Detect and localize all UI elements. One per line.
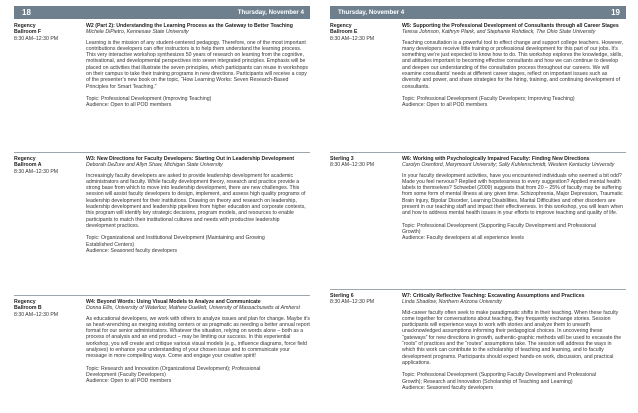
section-divider: [14, 295, 310, 296]
session-time: 8:30 AM–12:30 PM: [330, 162, 375, 169]
page-number: 19: [611, 8, 620, 17]
session-meta: [14, 23, 86, 109]
session-room: Sterling 3: [330, 156, 354, 162]
session-topic-line2: Growth); Research and Innovation (Scholarship of Teaching and Learning): [402, 378, 573, 385]
session-room-line2: Ballroom A: [14, 162, 42, 169]
session-time: 8:30 AM–12:30 PM: [330, 35, 375, 42]
session-title: W2 (Part 2): Understanding the Learning Process as the Gateway to Better Teaching: [86, 23, 293, 29]
session-audience: Audience: Open to all POD members: [86, 102, 172, 109]
session-room-line2: Ballroom F: [14, 29, 42, 36]
session-topic-line2: Established Centers): [86, 241, 135, 248]
session-topic-line2: Development (Faculty Developers): [86, 371, 166, 378]
right-page: [330, 6, 626, 408]
session-description: Teaching consultation is a powerful tool to effect change and support college teachers. However, many developers receive little training or professional development for this part of our jobs. It’s something we’re just expected to know how to do. This workshop explores the knowledge, skills, and attitudes important to becoming effective consultants and how we can continue to develop and deepen our understanding of the consultation process throughout our careers. We will examine consultants’ needs at different career stages, reflect on important issues such as diversity and power, and share strategies for the hiring, training, and continuing development of consultants.: [402, 39, 624, 90]
session-body: [86, 156, 310, 254]
page-day: Thursday, November 4: [338, 9, 405, 16]
session-topic-line1: Topic: Professional Development (Supporting Faculty Development and Professional: [402, 222, 597, 229]
session-audience: Audience: Faculty developers at all experience levels: [402, 235, 524, 242]
page-header: [330, 6, 626, 19]
session-w4: [14, 299, 310, 385]
session-topic-line1: Topic: Professional Development (Supporting Faculty Development and Professional: [402, 372, 597, 379]
session-meta: [330, 293, 402, 391]
session-body: [86, 299, 310, 385]
session-presenters: Teresa Johnson, Kathryn Plank, and Stephanie Rohdieck, The Ohio State University: [402, 29, 596, 36]
session-body: [402, 23, 626, 109]
session-room: Regency: [14, 156, 36, 162]
session-audience: Audience: Seasoned faculty developers: [402, 384, 494, 391]
session-time: 8:30 AM–12:30 PM: [330, 299, 375, 306]
session-topic: [86, 235, 310, 248]
session-title: W7: Critically Reflective Teaching: Excavating Assumptions and Practices: [402, 293, 585, 299]
session-audience: Audience: Open to all POD members: [402, 102, 488, 109]
session-meta: [330, 156, 402, 242]
session-w5: [330, 23, 626, 109]
session-presenters: Donna Ellis, University of Waterloo; Mathew Ouellett, University of Massachusetts at Amherst: [86, 305, 300, 312]
section-divider: [330, 289, 626, 290]
session-topic: [86, 366, 310, 379]
session-presenters: Linda Shadiow, Northern Arizona University: [402, 299, 502, 306]
session-room-line2: Ballroom E: [330, 29, 358, 36]
session-time: 8:30 AM–12:30 PM: [14, 168, 59, 175]
session-meta: [14, 156, 86, 254]
session-presenters: Carolyn Oxenford, Marymount University; Sally Kuhlenschmidt, Western Kentucky University: [402, 162, 615, 169]
session-body: [402, 156, 626, 242]
session-room: Sterling 6: [330, 293, 354, 299]
session-w2: [14, 23, 310, 109]
page-number: 18: [22, 8, 31, 17]
session-room: Regency: [14, 299, 36, 305]
session-topic-line1: Topic: Research and Innovation (Organizational Development); Professional: [86, 365, 261, 372]
session-presenters: Michele DiPietro, Kennesaw State University: [86, 29, 189, 36]
session-topic: [402, 223, 626, 236]
section-divider: [330, 152, 626, 153]
session-topic: [402, 372, 626, 385]
page-day: Thursday, November 4: [237, 9, 304, 16]
session-body: [402, 293, 626, 391]
section-divider: [14, 152, 310, 153]
session-body: [86, 23, 310, 109]
session-description: In your faculty development activities, have you encountered individuals who seemed a bit odd? Made you feel nervous? Replied with hopelessness to every suggestion? Applied mental health labels to themselves? Schwebel (2009) suggests that from 20 – 25% of faculty may be suffering from some form of mental illness at any given time. Schizophrenia, Major Depression, Traumatic Brain Injury, Bipolar Disorder, Learning Disabilities, Marital Difficulties and other disorders are present in our teaching staff and impact their effectiveness. In this workshop, you will learn when and how to address mental health issues in your efforts to improve teaching and quality of life.: [402, 172, 623, 217]
session-description: Increasingly faculty developers are asked to provide leadership development for academic administrators and faculty. While faculty development theory, research and practice provide a strong base from which to move into leadership development, there are new challenges. This session will assist faculty developers to design, implement, and assess high quality programs of leadership development for their institutions. Drawing on theory and research on leadership, leadership development and leadership pipelines from higher education and corporate contexts, this program will identify key strategic decisions, program models, and resources to enable participants to match their institutional cultures and needs with productive leadership development practices.: [86, 172, 306, 229]
session-description: As educational developers, we work with others to analyze issues and plan for change. Maybe it’s as heart-wrenching as merging existing centers or as pragmatic as needing a better annual report format for our senior administrators. Whatever the situation, relying on words alone – both as a process of analysis and an end product – may be limiting our success. In this experiential workshop, you will create and critique various visual models (e.g., influence diagrams, force field analyses) to enhance your understanding of your chosen issue and to communicate your message in more compelling ways. Come and engage your creative spirit!: [86, 315, 310, 360]
session-w6: [330, 156, 626, 242]
page-header: [14, 6, 310, 19]
session-title: W5: Supporting the Professional Development of Consultants through all Career Stages: [402, 23, 619, 29]
session-topic: Topic: Professional Development (Improving Teaching): [86, 95, 212, 102]
session-description: Learning is the mission of any student-centered pedagogy. Therefore, one of the most important contributions developers can offer instructors is to help them understand the learning process. This very interactive workshop synthesizes 50 years of research on learning from the cognitive, motivational, and developmental perspectives into seven integrated principles. Emphasis will be placed on activities that illustrate the seven principles, which participants can reuse in workshops on their campus to take their training programs in new directions. Participants will receive a copy of the presenter’s new book on the topic, “How Learning Works: Seven Research-Based Principles for Smart Teaching.”: [86, 39, 309, 90]
session-w7: [330, 293, 626, 391]
session-presenters: Deborah DeZure and Allyn Shaw, Michigan State University: [86, 162, 223, 169]
session-room: Regency: [14, 23, 36, 29]
session-title: W4: Beyond Words: Using Visual Models to Analyze and Communicate: [86, 299, 261, 305]
session-description: Mid-career faculty often seek to make paradigmatic shifts in their teaching. When these faculty come together for conversations about teaching, they frequently exchange stories. Session participants will experience ways to work with stories and analyze them to unearth unacknowledged assumptions informing their pedagogical choices. In uncovering these “gateways” for new directions in growth, authentic-graphic methods will be used to excavate the “roots” of practices and the “routes” assumptions take. The session will address the ways in which this work can contribute to the scholarship of teaching and learning, and to faculty development programs. Participants should expect hands-on work, discussion, and practical applications.: [402, 309, 622, 366]
session-title: W6: Working with Psychologically Impaired Faculty: Finding New Directions: [402, 156, 590, 162]
left-page: [14, 6, 310, 408]
session-room-line2: Ballroom B: [14, 305, 42, 312]
session-topic-line2: Growth): [402, 228, 421, 235]
session-time: 8:30 AM–12:30 PM: [14, 35, 59, 42]
session-time: 8:30 AM–12:30 PM: [14, 311, 59, 318]
session-topic-line1: Topic: Organizational and Institutional Development (Maintaining and Growing: [86, 235, 265, 242]
session-meta: [14, 299, 86, 385]
session-topic: Topic: Professional Development (Faculty Developers; Improving Teaching): [402, 95, 575, 102]
session-audience: Audience: Open to all POD members: [86, 378, 172, 385]
session-room: Regency: [330, 23, 352, 29]
session-meta: [330, 23, 402, 109]
session-audience: Audience: Seasoned faculty developers: [86, 247, 178, 254]
session-title: W3: New Directions for Faculty Developers: Starting Out in Leadership Development: [86, 156, 295, 162]
session-w3: [14, 156, 310, 254]
